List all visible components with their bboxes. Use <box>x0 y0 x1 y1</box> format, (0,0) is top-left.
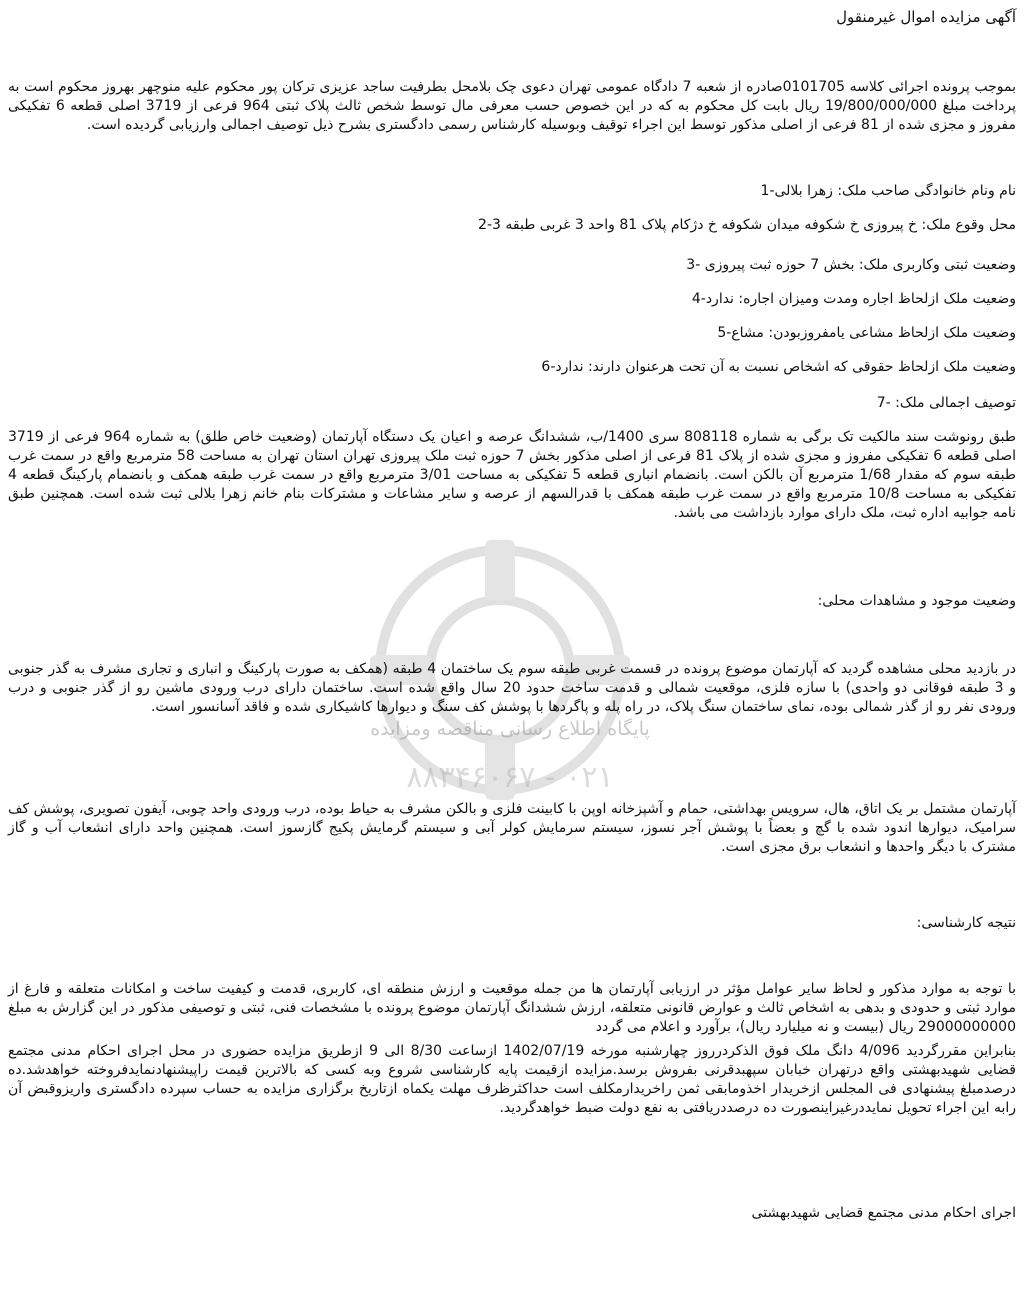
watermark-phone: ۰۲۱ - ۸۸۳۴۶۰۶۷ <box>406 760 614 795</box>
observations-paragraph: در بازدید محلی مشاهده گردید که آپارتمان موضوع پرونده در قسمت غربی طبقه سوم یک ساختمان 4 طبقه (همکف به صورت پارکینگ و انباری و تجاری مشرف به گذر جنوبی و 3 طبقه فوقانی دو واحدی) با سازه فلزی، موقعیت شمالی و قدمت ساخت حدود 20 سال واقع شده است. ساختمان دارای درب ورودی ماشین رو از گذر جنوبی و درب ورودی نفر رو از گذر شمالی بوده، نمای ساختمان سنگ پلاک، در راه پله و پاگردها با پوشش کف سنگ و دیوارها کاشیکاری شده و فاقد آسانسور است. <box>8 661 1016 715</box>
rights-line: وضعیت ملک ازلحاظ حقوقی که اشخاص نسبت به آن تحت هرعنوان دارند: ندارد-6 <box>541 359 1016 375</box>
auction-paragraph: بنابراین مقررگردید 4/096 دانگ ملک فوق الذکردرروز چهارشنبه مورخه 1402/07/19 ازساعت 8/30 الی 9 ازطریق مزایده حضوری در محل اجرای احکام مدنی مجتمع قضایی شهیدبهشتی واقع درتهران خبابان سپهبدقرنی بفروش برسد.مزایده ازقیمت پایه کارشناسی شروع وبه کسی که بالاترین قیمت راپیشنهادنمایدفروخته خواهدشد.ده درصدمبلغ پیشنهادی فی المجلس ازخریدار اخذومابقی ثمن راخریدارمکلف است حداکثرظرف مهلت یکماه ازتاریخ برگزاری مزایده به حساب سپرده دادگستری واریزوقبض آن رابه این اجراء تحویل نمایددرغیراینصورت ده درصددریافتی به نفع دولت ضبط خواهدگردید. <box>8 1043 1016 1116</box>
lease-line: وضعیت ملک ازلحاظ اجاره ومدت ومیزان اجاره: ندارد-4 <box>691 291 1016 307</box>
owner-line: نام ونام خانوادگی صاحب ملک: زهرا بلالی-1 <box>760 183 1016 199</box>
observations-label: وضعیت موجود و مشاهدات محلی: <box>817 593 1016 609</box>
intro-paragraph: بموجب پرونده اجرائی کلاسه 0101705صادره از شعبه 7 دادگاه عمومی تهران دعوی چک بلامحل بطرفیت ساجد عزیزی ترکان پور محکوم علیه منوچهر بهروز محکوم است به پرداخت مبلغ 19/800/000/000 ریال بابت کل محکوم به که در این خصوص حسب معرفی مال توسط شخص ثالث پلاک ثبتی 964 فرعی از 3719 اصلی قطعه 6 تفکیکی مفروز و مجزی شده از 81 فرعی از اصلی مذکور توسط این اجراء توقیف وبوسیله کارشناس رسمی دادگستری بشرح ذیل توصیف اجمالی وارزیابی گردیده است. <box>8 79 1017 133</box>
notice-title: آگهی مزایده اموال غیرمنقول <box>836 8 1016 26</box>
signature-line: اجرای احکام مدنی مجتمع قضایی شهیدبهشتی <box>751 1205 1016 1221</box>
watermark-text: پایگاه اطلاع رسانی مناقصه ومزایده <box>370 718 650 740</box>
registry-line: وضعیت ثبتی وکاربری ملک: بخش 7 حوزه ثبت پیروزی -3 <box>686 257 1016 273</box>
conclusion-label: نتیجه کارشناسی: <box>916 915 1016 931</box>
summary-paragraph: طبق رونوشت سند مالکیت تک برگی به شماره 808118 سری 1400/ب، ششدانگ عرصه و اعیان یک دستگاه آپارتمان (وضعیت خاص طلق) به شماره 964 فرعی از 3719 اصلی قطعه 6 تفکیکی مفروز و مجزی شده از پلاک 81 فرعی از اصلی مذکور بخش 7 حوزه ثبت ملک پیروزی تهران استان تهران به مساحت 58 مترمربع واقع در سمت غرب طبقه سوم که مقدار 1/68 مترمربع آن بالکن است. بانضمام انباری قطعه 5 تفکیکی به مساحت 3/01 مترمربع واقع در سمت غرب طبقه همکف و بانضمام پارکینگ قطعه 4 تفکیکی به مساحت 10/8 مترمربع واقع در سمت غرب طبقه همکف با قدرالسهم از عرصه و سایر مشاعات و مشترکات بنام خانم زهرا بلالی ثبت شده است. همچنین طبق نامه جوابیه اداره ثبت، ملک دارای موارد بازداشت می باشد. <box>8 429 1017 521</box>
shared-line: وضعیت ملک ازلحاظ مشاعی یامفروزبودن: مشاع-5 <box>717 325 1016 341</box>
conclusion-paragraph: با توجه به موارد مذکور و لحاظ سایر عوامل مؤثر در ارزیابی آپارتمان ها من جمله موقعیت و ارزش منطقه ای، کاربری، قدمت و کیفیت ساخت و امکانات متعلقه و فارغ از موارد ثبتی و حدودی و بدهی به اشخاص ثالث و عوارض قانونی متعلقه، ارزش ششدانگ آپارتمان موضوع پرونده با مشخصات فنی، ثبتی و توصیفی مذکور در این گزارش به مبلغ 29000000000 ریال (بیست و نه میلیارد ریال)، برآورد و اعلام می گردد <box>8 981 1016 1035</box>
apartment-paragraph: آپارتمان مشتمل بر یک اتاق، هال، سرویس بهداشتی، حمام و آشپزخانه اوپن با کابینت فلزی و بالکن مشرف به حیاط بوده، درب ورودی واحد چوبی، آیفون تصویری، پوشش کف سرامیک، دیوارها اندود شده با گچ و بعضاً با پوشش آجر نسوز، سیستم سرمایش کولر آبی و سیستم گرمایش پکیج گازسوز است. همچنین واحد دارای انشعاب آب و گاز مشترک با دیگر واحدها و انشعاب برق مجزی است. <box>8 801 1016 855</box>
location-line: محل وقوع ملک: خ پیروزی خ شکوفه میدان شکوفه خ دژکام پلاک 81 واحد 3 غربی طبقه 3-2 <box>478 217 1016 233</box>
summary-label: توصیف اجمالی ملک: -7 <box>876 395 1016 411</box>
